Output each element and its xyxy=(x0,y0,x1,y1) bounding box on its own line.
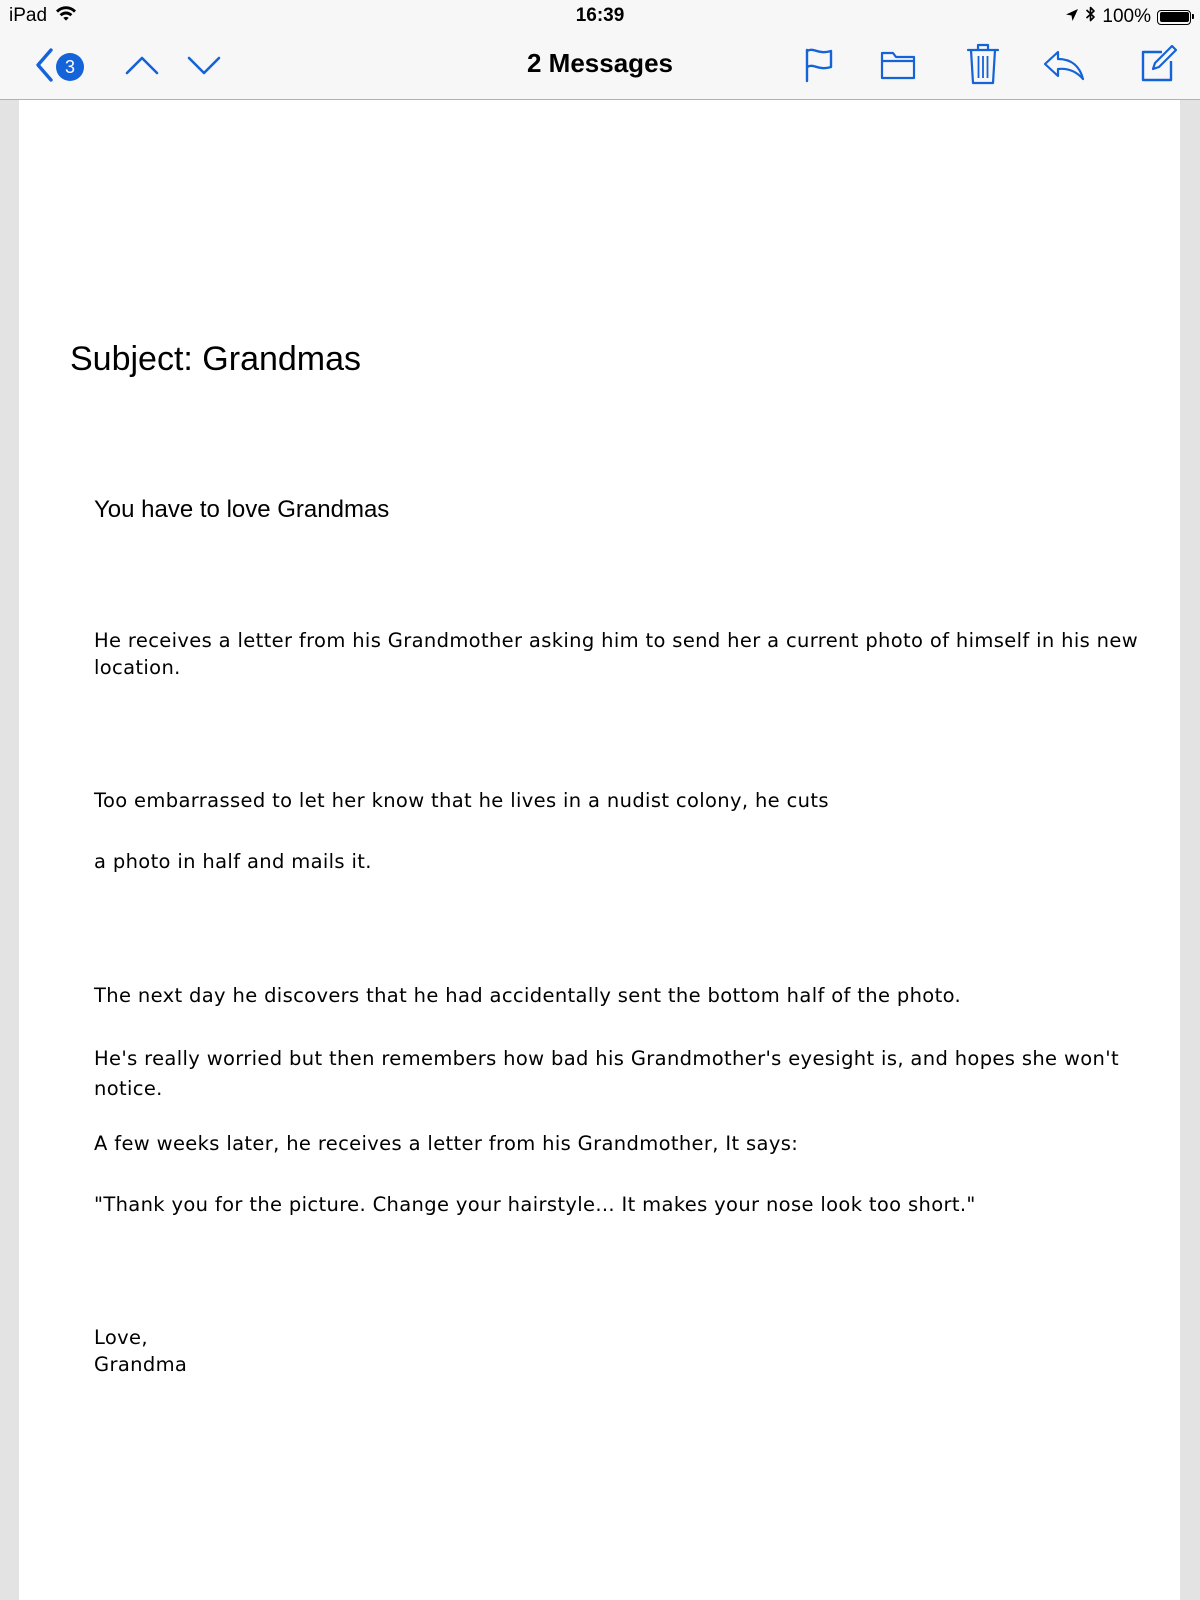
reply-icon xyxy=(1042,48,1086,87)
message-body xyxy=(19,100,1180,1600)
bluetooth-icon xyxy=(1085,5,1096,29)
status-right xyxy=(1065,5,1191,29)
battery-percent: 100% xyxy=(1102,6,1151,27)
trash-icon xyxy=(966,42,1000,91)
flag-icon xyxy=(804,47,834,88)
battery-level xyxy=(1160,12,1189,22)
device-label: iPad xyxy=(9,5,48,26)
location-arrow-icon xyxy=(1065,6,1079,28)
message-paragraph: A few weeks later, he receives a letter from his Grandmother, It says: xyxy=(94,1132,799,1155)
status-bar xyxy=(0,0,1200,34)
message-paragraph: "Thank you for the picture. Change your hairstyle... It makes your nose look too short." xyxy=(94,1193,976,1216)
battery-icon xyxy=(1157,10,1191,25)
compose-button[interactable] xyxy=(1136,44,1180,88)
message-intro: You have to love Grandmas xyxy=(94,496,390,523)
message-paragraph: a photo in half and mails it. xyxy=(94,850,372,873)
message-paragraph: He's really worried but then remembers how bad his Grandmother's eyesight is, and hopes she won't notice. xyxy=(94,1047,1119,1100)
folder-icon xyxy=(880,49,916,86)
message-paragraph: Too embarrassed to let her know that he lives in a nudist colony, he cuts xyxy=(94,789,829,812)
message-signoff: Love, xyxy=(94,1326,148,1349)
status-time: 16:39 xyxy=(575,5,625,26)
unread-count-badge: 3 xyxy=(56,53,84,81)
navigation-bar xyxy=(0,34,1200,100)
message-subject: Subject: Grandmas xyxy=(70,340,362,378)
compose-icon xyxy=(1138,44,1178,89)
message-signature: Grandma xyxy=(94,1353,188,1376)
message-paragraph: The next day he discovers that he had accidentally sent the bottom half of the photo. xyxy=(94,984,962,1007)
page-title: 2 Messages xyxy=(527,48,673,78)
message-paragraph: He receives a letter from his Grandmother asking him to send her a current photo of himself in his new location. xyxy=(94,629,1139,679)
move-to-folder-button[interactable] xyxy=(878,47,918,87)
trash-button[interactable] xyxy=(963,42,1003,90)
reply-button[interactable] xyxy=(1041,48,1087,86)
flag-button[interactable] xyxy=(801,45,837,89)
